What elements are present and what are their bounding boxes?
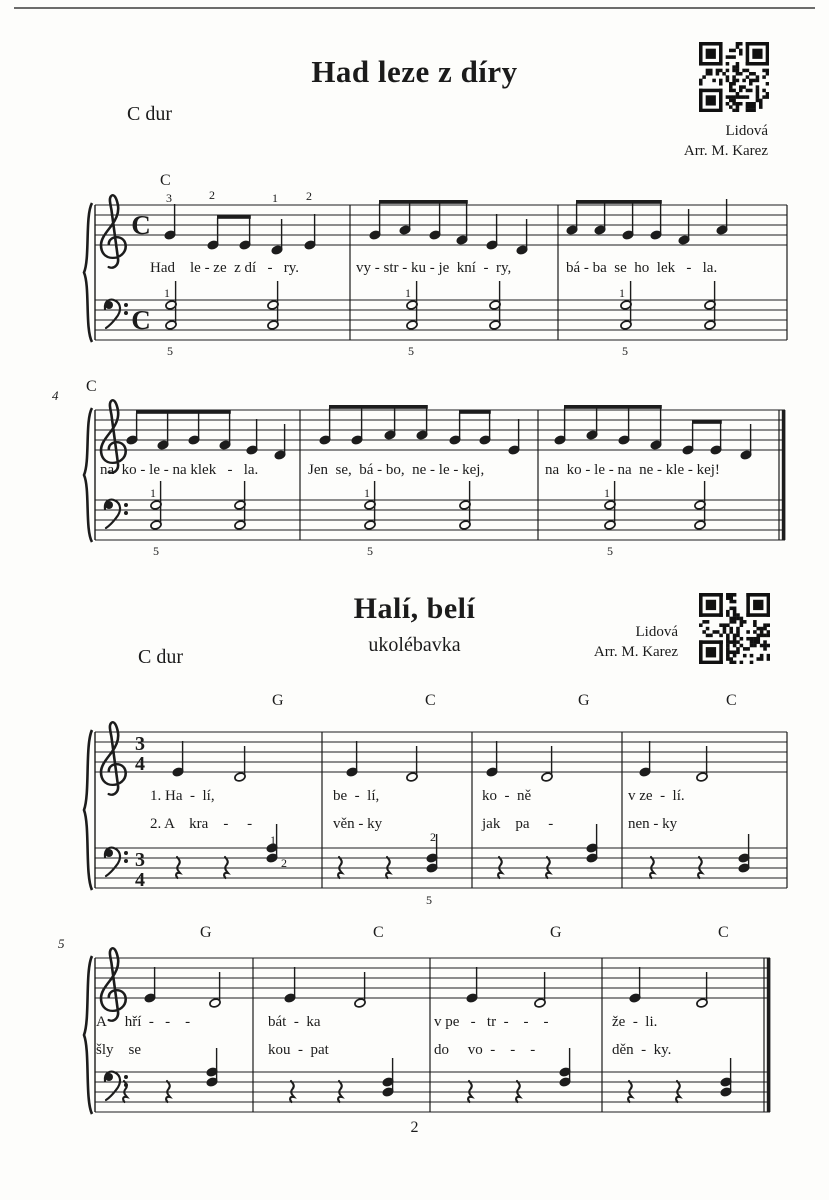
fingering-number: 5 <box>607 544 613 558</box>
fingering-number: 2 <box>306 189 312 203</box>
song1-credit-arranger: Arr. M. Karez <box>683 143 768 159</box>
fingering-number: 1 <box>619 286 625 300</box>
lyric-text: v ze - lí. <box>628 788 685 804</box>
lyric-text: kou - pat <box>268 1042 329 1058</box>
page-number: 2 <box>410 1119 419 1136</box>
svg-text:C: C <box>131 210 151 240</box>
svg-text:4: 4 <box>135 869 145 891</box>
lyric-text: Had le - ze z dí - ry. <box>150 260 299 276</box>
chord-label: C <box>726 692 737 709</box>
lyric-text: A hří - - - <box>96 1014 191 1030</box>
lyric-text: na ko - le - na klek - la. <box>100 462 259 478</box>
fingering-number: 5 <box>408 344 414 358</box>
lyric-text: že - li. <box>612 1014 658 1030</box>
lyric-text: do vo - - - <box>434 1042 536 1058</box>
song2-title: Halí, belí <box>353 592 476 625</box>
lyric-text: na ko - le - na ne - kle - kej! <box>545 462 720 478</box>
chord-label: C <box>86 378 97 395</box>
fingering-number: 1 <box>270 833 276 847</box>
chord-label: G <box>578 692 590 709</box>
chord-label: C <box>718 924 729 941</box>
lyric-text: děn - ky. <box>612 1042 672 1058</box>
lyric-text: šly se <box>96 1042 141 1058</box>
lyric-text: věn - ky <box>333 816 383 832</box>
fingering-number: 1 <box>364 486 370 500</box>
lyric-text: be - lí, <box>333 788 380 804</box>
song2-key-label: C dur <box>138 646 183 668</box>
fingering-number: 1 <box>405 286 411 300</box>
chord-label: C <box>373 924 384 941</box>
svg-text:4: 4 <box>135 753 145 775</box>
fingering-number: 5 <box>426 893 432 907</box>
fingering-number: 2 <box>209 188 215 202</box>
chord-label: C <box>160 172 171 189</box>
fingering-number: 1 <box>164 286 170 300</box>
lyric-text: vy - str - ku - je kní - ry, <box>356 260 512 276</box>
svg-text:3: 3 <box>135 849 145 871</box>
fingering-number: 5 <box>167 344 173 358</box>
lyric-text: bát - ka <box>268 1014 321 1030</box>
measure-number: 5 <box>58 936 65 951</box>
fingering-number: 1 <box>604 486 610 500</box>
song2-credit-arranger: Arr. M. Karez <box>593 644 678 660</box>
song2-credit-source: Lidová <box>635 624 678 640</box>
lyric-text: 2. A kra - - <box>150 816 253 832</box>
measure-number: 4 <box>52 388 59 403</box>
fingering-number: 2 <box>281 856 287 870</box>
fingering-number: 1 <box>150 486 156 500</box>
lyric-text: Jen se, bá - bo, ne - le - kej, <box>308 462 485 478</box>
fingering-number: 1 <box>272 191 278 205</box>
fingering-number: 5 <box>622 344 628 358</box>
svg-text:C: C <box>131 305 151 335</box>
chord-label: C <box>425 692 436 709</box>
chord-label: G <box>200 924 212 941</box>
song1-title: Had leze z díry <box>311 54 518 89</box>
song1-credit-source: Lidová <box>725 123 768 139</box>
svg-text:3: 3 <box>135 733 145 755</box>
fingering-number: 3 <box>166 191 172 205</box>
fingering-number: 2 <box>430 830 436 844</box>
chord-label: G <box>550 924 562 941</box>
chord-label: G <box>272 692 284 709</box>
lyric-text: 1. Ha - lí, <box>150 788 215 804</box>
lyric-text: v pe - tr - - - <box>434 1014 549 1030</box>
lyric-text: bá - ba se ho lek - la. <box>566 260 718 276</box>
lyric-text: jak pa - <box>482 816 554 832</box>
fingering-number: 5 <box>367 544 373 558</box>
lyric-text: ko - ně <box>482 788 532 804</box>
fingering-number: 5 <box>153 544 159 558</box>
song1-key-label: C dur <box>127 103 172 125</box>
lyric-text: nen - ky <box>628 816 678 832</box>
song2-subtitle: ukolébavka <box>368 634 461 656</box>
